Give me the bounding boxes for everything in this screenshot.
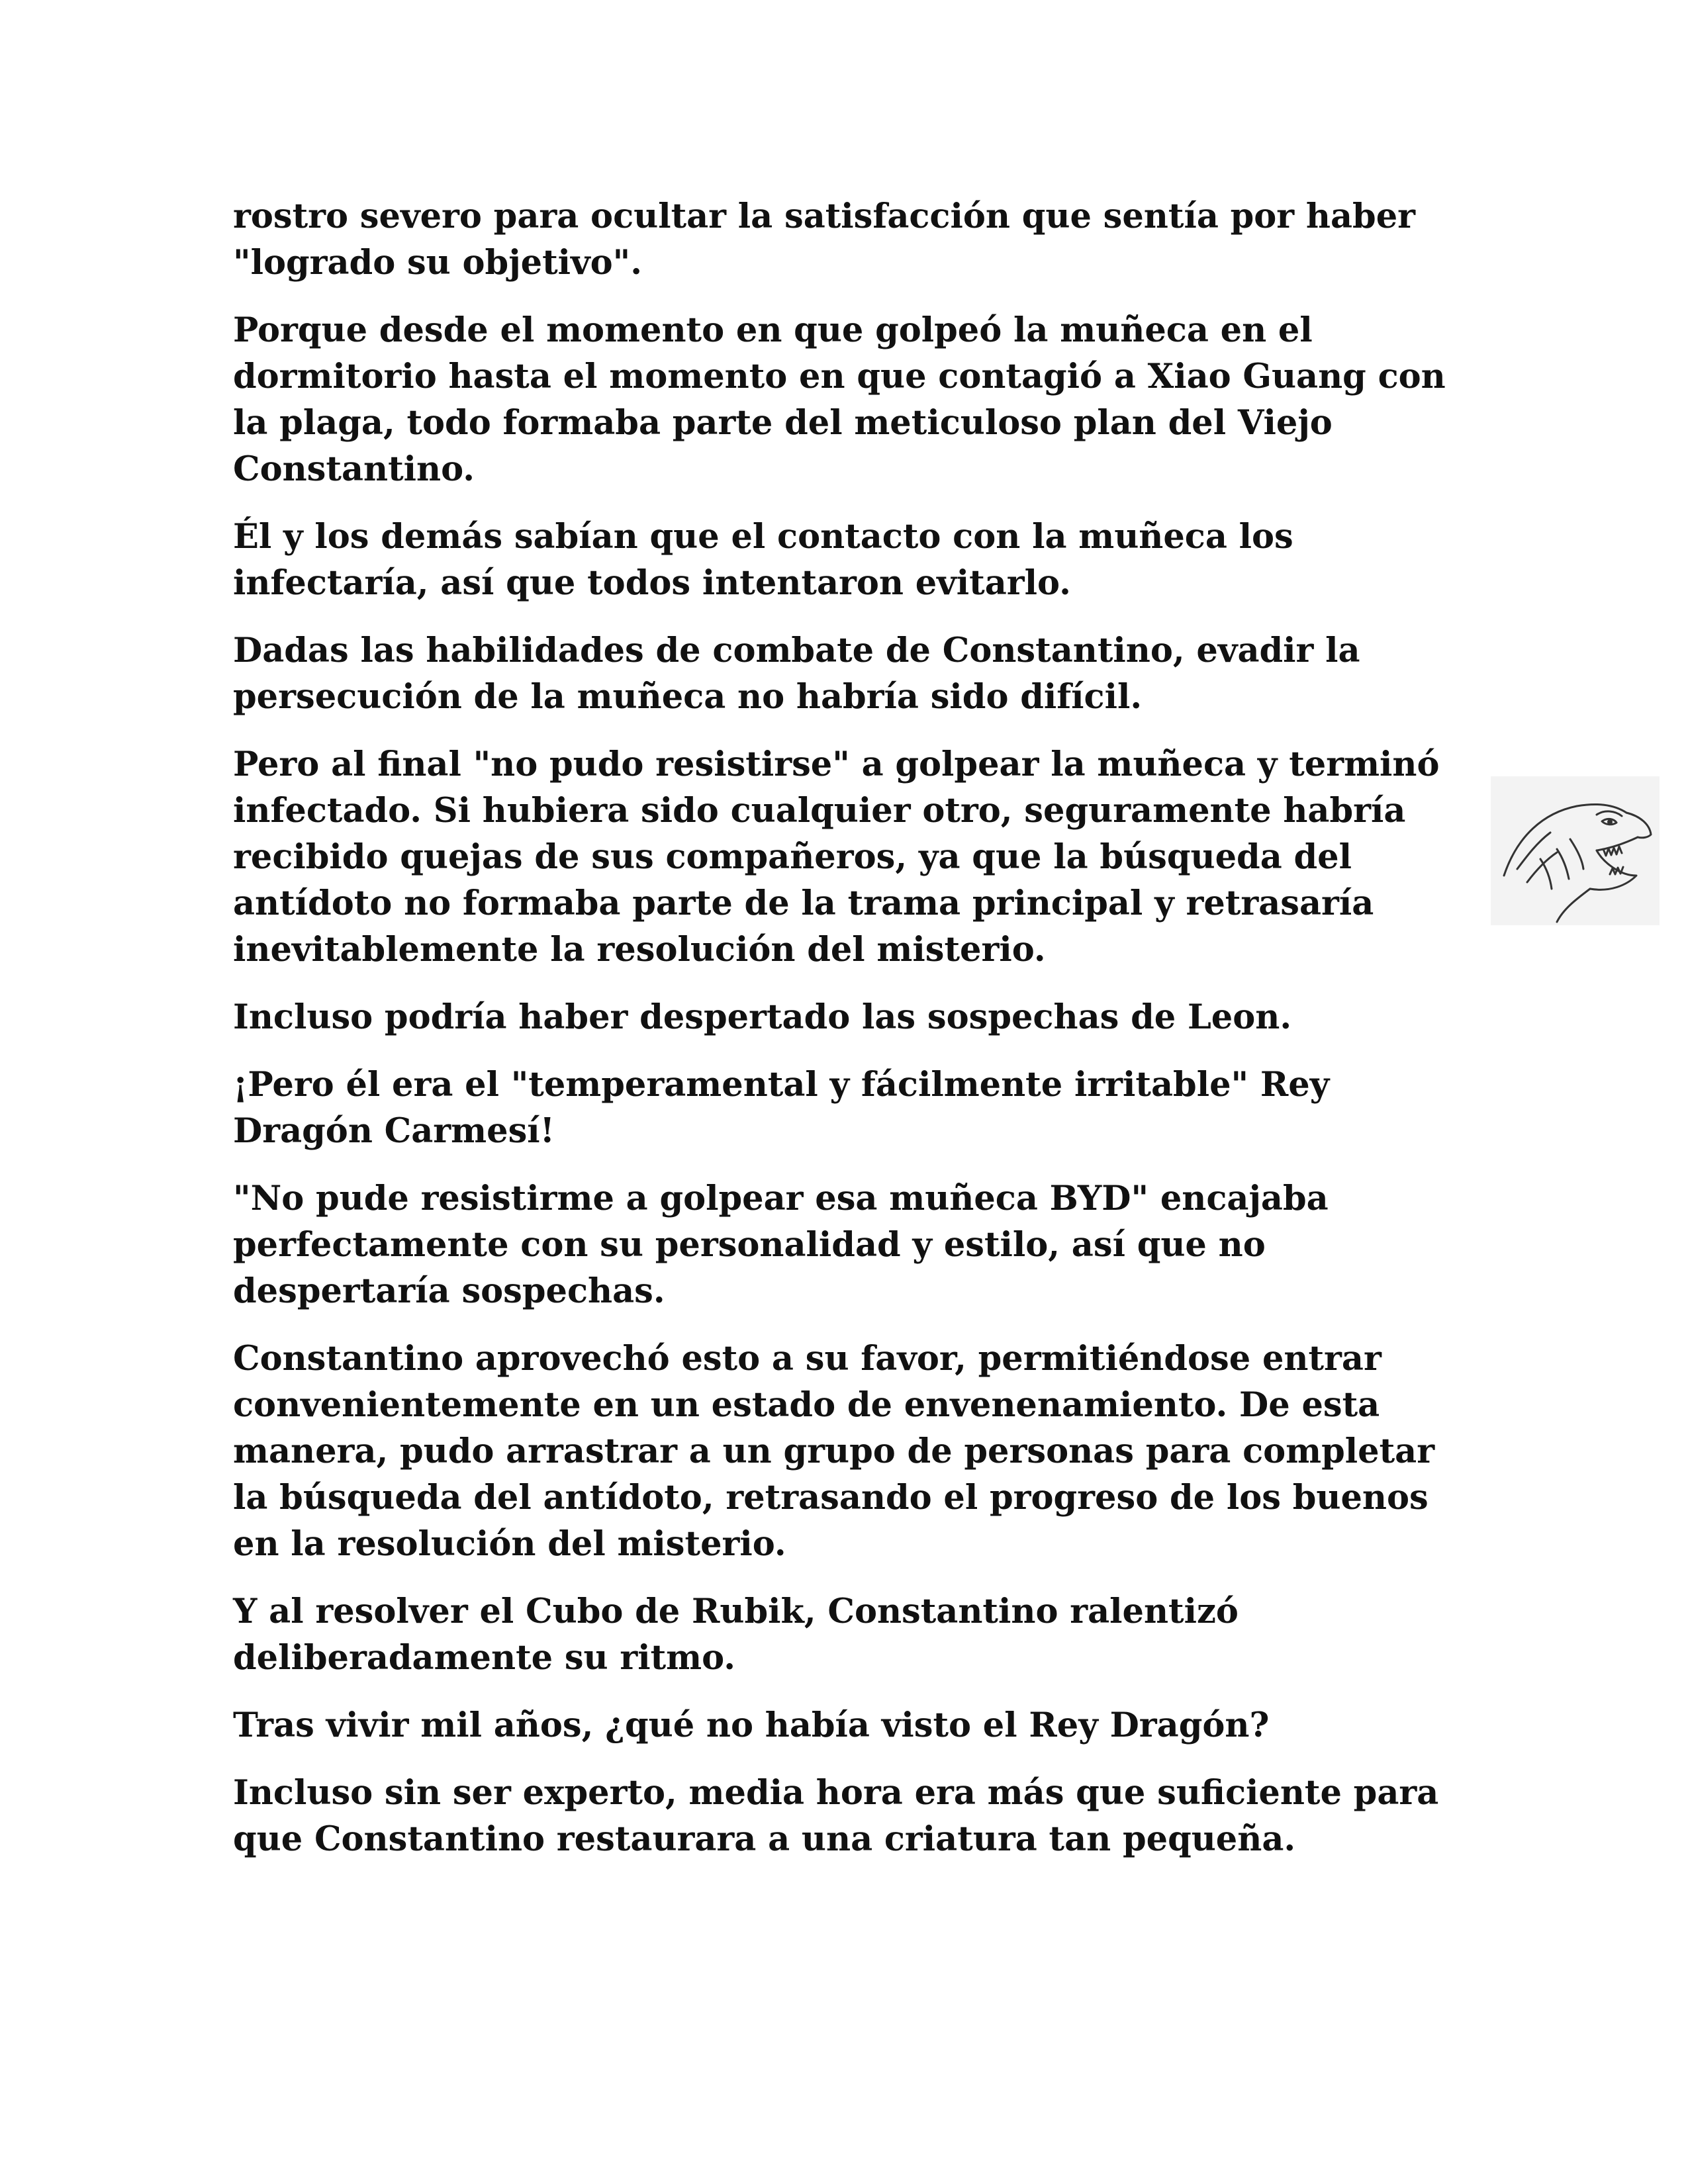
paragraph: "No pude resistirme a golpear esa muñeca BYD" encajaba perfectamente con su personalidad y estilo, así que no despertaría sospechas. xyxy=(233,1179,1329,1311)
paragraph: Y al resolver el Cubo de Rubik, Constantino ralentizó deliberadamente su ritmo. xyxy=(233,1592,1239,1678)
body-text xyxy=(233,193,1464,1884)
paragraph: Pero al final "no pudo resistirse" a golpear la muñeca y terminó infectado. Si hubiera sido cualquier otro, seguramente habría recibido quejas de sus compañeros, ya que la búsqueda del antídoto no formaba parte de la trama principal y retrasaría inevitablemente la resolución del misterio. xyxy=(233,745,1440,970)
paragraph: Incluso podría haber despertado las sospechas de Leon. xyxy=(233,997,1292,1037)
paragraph: Tras vivir mil años, ¿qué no había visto el Rey Dragón? xyxy=(233,1706,1270,1745)
paragraph: Porque desde el momento en que golpeó la muñeca en el dormitorio hasta el momento en que contagió a Xiao Guang con la plaga, todo formaba parte del meticuloso plan del Viejo Constantino. xyxy=(233,310,1446,489)
paragraph: Incluso sin ser experto, media hora era más que suficiente para que Constantino restaurara a una criatura tan pequeña. xyxy=(233,1773,1439,1859)
paragraph: Dadas las habilidades de combate de Constantino, evadir la persecución de la muñeca no habría sido difícil. xyxy=(233,631,1360,717)
paragraph: ¡Pero él era el "temperamental y fácilmente irritable" Rey Dragón Carmesí! xyxy=(233,1065,1330,1151)
paragraph: Él y los demás sabían que el contacto con la muñeca los infectaría, así que todos intentaron evitarlo. xyxy=(233,517,1293,603)
paragraph: rostro severo para ocultar la satisfacción que sentía por haber "logrado su objetivo". xyxy=(233,197,1416,283)
paragraph: Constantino aprovechó esto a su favor, permitiéndose entrar convenientemente en un estado de envenenamiento. De esta manera, pudo arrastrar a un grupo de personas para completar la búsqueda del antídoto, retrasando el progreso de los buenos en la resolución del misterio. xyxy=(233,1339,1435,1564)
dinosaur-sketch-icon xyxy=(1491,776,1660,925)
